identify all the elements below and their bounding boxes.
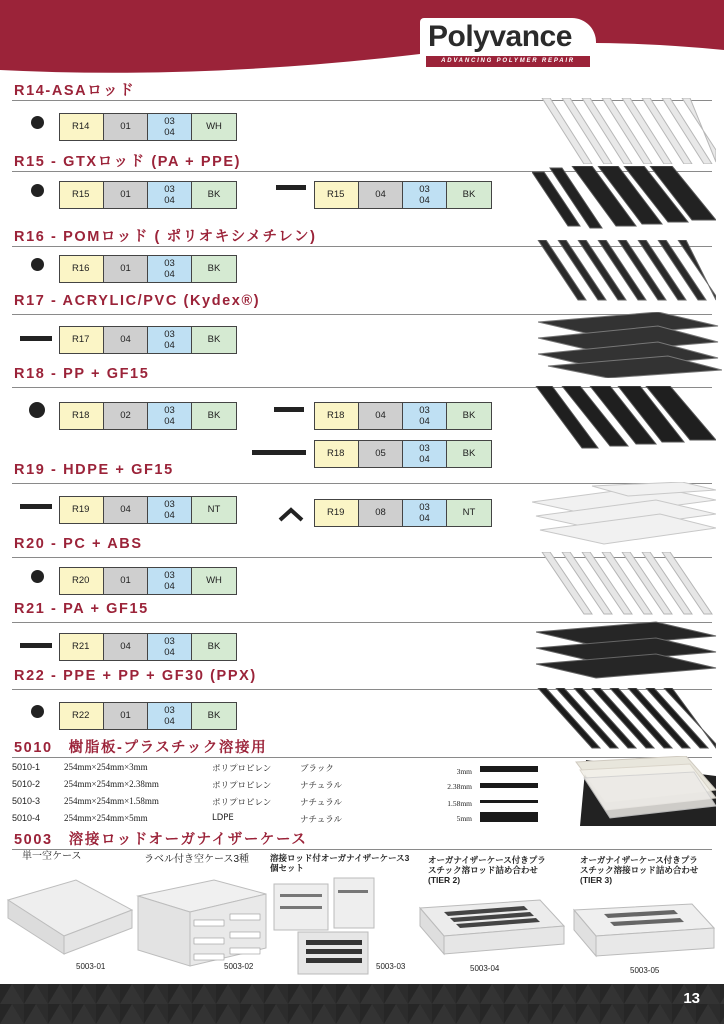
thickness-bar bbox=[480, 812, 538, 822]
brand-logo bbox=[420, 18, 596, 70]
code-table bbox=[59, 181, 237, 209]
code-cell-diameter: 03 04 bbox=[403, 403, 447, 429]
rod-photo-white-pcabs bbox=[532, 552, 716, 618]
code-cell-diameter: 03 04 bbox=[148, 634, 192, 660]
code-cell-diameter: 03 04 bbox=[148, 182, 192, 208]
code-table bbox=[59, 326, 237, 354]
code-cell-shape: 08 bbox=[359, 500, 403, 526]
organizer-label: オーガナイザーケース付きプラスチック溶接ロッド詰め合わせ (TIER 3) bbox=[580, 855, 699, 885]
code-table bbox=[59, 496, 237, 524]
section-5003-header bbox=[12, 828, 712, 850]
code-cell-series: R16 bbox=[60, 256, 104, 282]
rod-photo-white-round bbox=[532, 98, 716, 164]
section-title: R17 - ACRYLIC/PVC (Kydex®) bbox=[14, 293, 261, 309]
section-title: R16 - POMロッド ( ポリオキシメチレン) bbox=[14, 229, 317, 245]
code-cell-color: NT bbox=[192, 497, 236, 523]
code-cell-diameter: 03 04 bbox=[148, 403, 192, 429]
round-rod-icon bbox=[31, 184, 44, 197]
rod-photo-natural-flat bbox=[532, 482, 716, 548]
code-cell-color: BK bbox=[192, 256, 236, 282]
organizer-photo-labeled bbox=[134, 874, 268, 968]
code-cell-shape: 02 bbox=[104, 403, 148, 429]
wide-flat-rod-icon bbox=[252, 450, 306, 455]
organizer-photo-tier2 bbox=[414, 896, 566, 960]
section-title: R22 - PPE + PP + GF30 (PPX) bbox=[14, 668, 257, 684]
sheet-photo bbox=[566, 756, 716, 828]
section-title: R15 - GTXロッド (PA + PPE) bbox=[14, 154, 242, 170]
code-cell-diameter: 03 04 bbox=[148, 568, 192, 594]
organizer-code: 5003-02 bbox=[224, 962, 254, 971]
thickness-label: 1.58mm bbox=[447, 799, 472, 808]
flat-rod-icon bbox=[274, 407, 304, 412]
code-cell-color: WH bbox=[192, 568, 236, 594]
code-cell-diameter: 03 04 bbox=[148, 703, 192, 729]
round-rod-icon bbox=[31, 570, 44, 583]
thickness-label: 5mm bbox=[456, 814, 472, 823]
section-title: R18 - PP + GF15 bbox=[14, 366, 150, 382]
code-cell-series: R19 bbox=[315, 500, 359, 526]
flat-rod-icon bbox=[20, 643, 52, 648]
code-table bbox=[314, 181, 492, 209]
organizer-photo-tier3 bbox=[570, 900, 716, 962]
organizer-photo-single bbox=[6, 874, 134, 956]
code-cell-shape: 04 bbox=[104, 327, 148, 353]
code-cell-series: R15 bbox=[60, 182, 104, 208]
code-cell-diameter: 03 04 bbox=[148, 256, 192, 282]
organizer-label: オーガナイザーケース付きプラスチック溶ロッド詰め合わせ (TIER 2) bbox=[428, 855, 546, 885]
code-cell-series: R15 bbox=[315, 182, 359, 208]
code-cell-shape: 01 bbox=[104, 703, 148, 729]
footer-band bbox=[0, 984, 724, 1024]
thickness-label: 3mm bbox=[456, 767, 472, 776]
code-table bbox=[59, 567, 237, 595]
code-table bbox=[314, 440, 492, 468]
rod-photo-black-pagf bbox=[536, 620, 720, 686]
code-cell-shape: 01 bbox=[104, 568, 148, 594]
code-cell-series: R18 bbox=[315, 403, 359, 429]
rod-photo-black-round bbox=[532, 240, 716, 306]
code-cell-diameter: 03 04 bbox=[403, 182, 447, 208]
code-cell-shape: 04 bbox=[359, 403, 403, 429]
code-cell-diameter: 03 04 bbox=[403, 441, 447, 467]
code-cell-shape: 01 bbox=[104, 256, 148, 282]
section-title: R20 - PC + ABS bbox=[14, 536, 143, 552]
organizer-label: ラベル付き空ケース3種 bbox=[144, 854, 250, 865]
code-cell-series: R22 bbox=[60, 703, 104, 729]
page-number: 13 bbox=[683, 990, 700, 1007]
code-cell-shape: 04 bbox=[359, 182, 403, 208]
header-band bbox=[0, 0, 724, 78]
section-title: R19 - HDPE + GF15 bbox=[14, 462, 174, 478]
code-cell-series: R17 bbox=[60, 327, 104, 353]
code-cell-series: R18 bbox=[60, 403, 104, 429]
code-cell-color: BK bbox=[192, 182, 236, 208]
section-title: R21 - PA + GF15 bbox=[14, 601, 149, 617]
round-rod-icon bbox=[31, 705, 44, 718]
organizer-code: 5003-05 bbox=[630, 966, 660, 975]
organizer-label: 単一空ケース bbox=[22, 851, 82, 862]
code-cell-color: BK bbox=[192, 327, 236, 353]
thickness-bar bbox=[480, 766, 538, 772]
code-table bbox=[314, 402, 492, 430]
code-cell-color: BK bbox=[192, 634, 236, 660]
code-cell-diameter: 03 04 bbox=[148, 114, 192, 140]
code-cell-color: BK bbox=[192, 403, 236, 429]
rod-photo-black-pp bbox=[532, 386, 716, 452]
code-cell-series: R14 bbox=[60, 114, 104, 140]
code-table bbox=[59, 255, 237, 283]
code-cell-color: WH bbox=[192, 114, 236, 140]
code-cell-series: R20 bbox=[60, 568, 104, 594]
code-table bbox=[59, 113, 237, 141]
brand-name: Polyvance bbox=[428, 20, 572, 53]
code-table bbox=[59, 633, 237, 661]
code-cell-series: R19 bbox=[60, 497, 104, 523]
rod-photo-black-mixed bbox=[532, 166, 716, 232]
code-table bbox=[59, 402, 237, 430]
code-cell-diameter: 03 04 bbox=[403, 500, 447, 526]
code-cell-color: BK bbox=[447, 182, 491, 208]
code-cell-series: R21 bbox=[60, 634, 104, 660]
code-cell-color: BK bbox=[192, 703, 236, 729]
round-rod-icon bbox=[29, 402, 45, 418]
code-cell-color: BK bbox=[447, 403, 491, 429]
organizer-photo-set bbox=[272, 876, 376, 976]
code-cell-color: NT bbox=[447, 500, 491, 526]
triangle-rod-icon bbox=[278, 506, 304, 522]
code-cell-diameter: 03 04 bbox=[148, 497, 192, 523]
code-table bbox=[314, 499, 492, 527]
flat-rod-icon bbox=[20, 336, 52, 341]
code-cell-color: BK bbox=[447, 441, 491, 467]
section-title: 5003 溶接ロッドオーガナイザーケース bbox=[14, 832, 308, 848]
section-title: 5010 樹脂板-プラスチック溶接用 bbox=[14, 740, 268, 756]
organizer-code: 5003-03 bbox=[376, 962, 406, 971]
round-rod-icon bbox=[31, 116, 44, 129]
round-rod-icon bbox=[31, 258, 44, 271]
brand-tagline: ADVANCING POLYMER REPAIR bbox=[426, 56, 590, 67]
organizer-code: 5003-04 bbox=[470, 964, 500, 973]
code-cell-series: R18 bbox=[315, 441, 359, 467]
code-cell-shape: 05 bbox=[359, 441, 403, 467]
organizer-code: 5003-01 bbox=[76, 962, 106, 971]
flat-rod-icon bbox=[276, 185, 306, 190]
code-table bbox=[59, 702, 237, 730]
rod-photo-black-flat bbox=[538, 312, 722, 378]
flat-rod-icon bbox=[20, 504, 52, 509]
code-cell-diameter: 03 04 bbox=[148, 327, 192, 353]
code-cell-shape: 01 bbox=[104, 114, 148, 140]
organizer-label: 溶接ロッド付オーガナイザーケース3個セット bbox=[270, 853, 410, 873]
thickness-bar bbox=[480, 800, 538, 803]
thickness-label: 2.38mm bbox=[447, 782, 472, 791]
section-title: R14-ASAロッド bbox=[14, 83, 136, 99]
thickness-bar bbox=[480, 783, 538, 788]
code-cell-shape: 01 bbox=[104, 182, 148, 208]
code-cell-shape: 04 bbox=[104, 497, 148, 523]
rod-photo-black-ppx bbox=[532, 688, 716, 754]
code-cell-shape: 04 bbox=[104, 634, 148, 660]
